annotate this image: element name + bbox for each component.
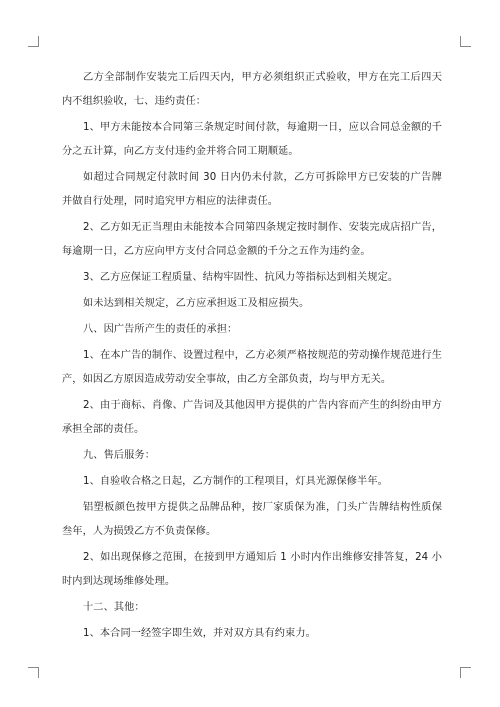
paragraph-party-b-late-delivery: 2、乙方如无正当理由未能按本合同第四条规定按时制作、安装完成店招广告，每逾期一日，乙方应向甲方支付合同总金额的千分之五作为违约金。	[62, 222, 442, 257]
crop-mark-bottom-left	[28, 667, 39, 678]
section-heading-liability: 八、因广告所产生的责任的承担：	[83, 324, 238, 335]
paragraph-panel-warranty: 铝塑板颜色按甲方提供之品牌品种，按厂家质保为准，门头广告牌结构性质保叁年，人为损毁乙方不负责保修。	[62, 502, 442, 537]
paragraph-lighting-warranty: 1、自验收合格之日起，乙方制作的工程项目，灯具光源保修半年。	[83, 476, 388, 487]
crop-mark-bottom-right	[460, 667, 471, 678]
paragraph-acceptance: 乙方全部制作安装完工后四天内，甲方必须组织正式验收，甲方在完工后四天内不组织验收，七、违约责任：	[62, 72, 442, 107]
paragraph-party-a-late-payment: 1、甲方未能按本合同第三条规定时间付款，每逾期一日，应以合同总金额的千分之五计算，向乙方支付违约金并将合同工期顺延。	[62, 122, 442, 157]
paragraph-safety-responsibility: 1、在本广告的制作、设置过程中，乙方必须严格按规范的劳动操作规范进行生产，如因乙方原因造成劳动安全事故，由乙方全部负责，均与甲方无关。	[62, 350, 442, 385]
paragraph-rework: 如未达到相关规定，乙方应承担返工及相应损失。	[83, 298, 310, 309]
paragraph-quality-guarantee: 3、乙方应保证工程质量、结构牢固性、抗风力等指标达到相关规定。	[83, 272, 399, 283]
section-heading-after-sales: 九、售后服务：	[83, 450, 156, 461]
paragraph-content-disputes: 2、由于商标、肖像、广告词及其他因甲方提供的广告内容而产生的纠纷由甲方承担全部的责任。	[62, 400, 442, 435]
paragraph-overdue-30-days: 如超过合同规定付款时间 30 日内仍未付款，乙方可拆除甲方已安装的广告牌并做自行处理，同时追究甲方相应的法律责任。	[62, 172, 442, 207]
document-body	[62, 66, 442, 646]
crop-mark-top-right	[460, 36, 471, 47]
section-heading-other: 十二、其他：	[83, 602, 145, 613]
crop-mark-top-left	[28, 36, 39, 47]
paragraph-contract-effective: 1、本合同一经签字即生效，并对双方具有约束力。	[83, 628, 316, 639]
paragraph-repair-response: 2、如出现保修之范围，在接到甲方通知后 1 小时内作出维修安排答复，24 小时内到达现场维修处理。	[62, 552, 442, 587]
